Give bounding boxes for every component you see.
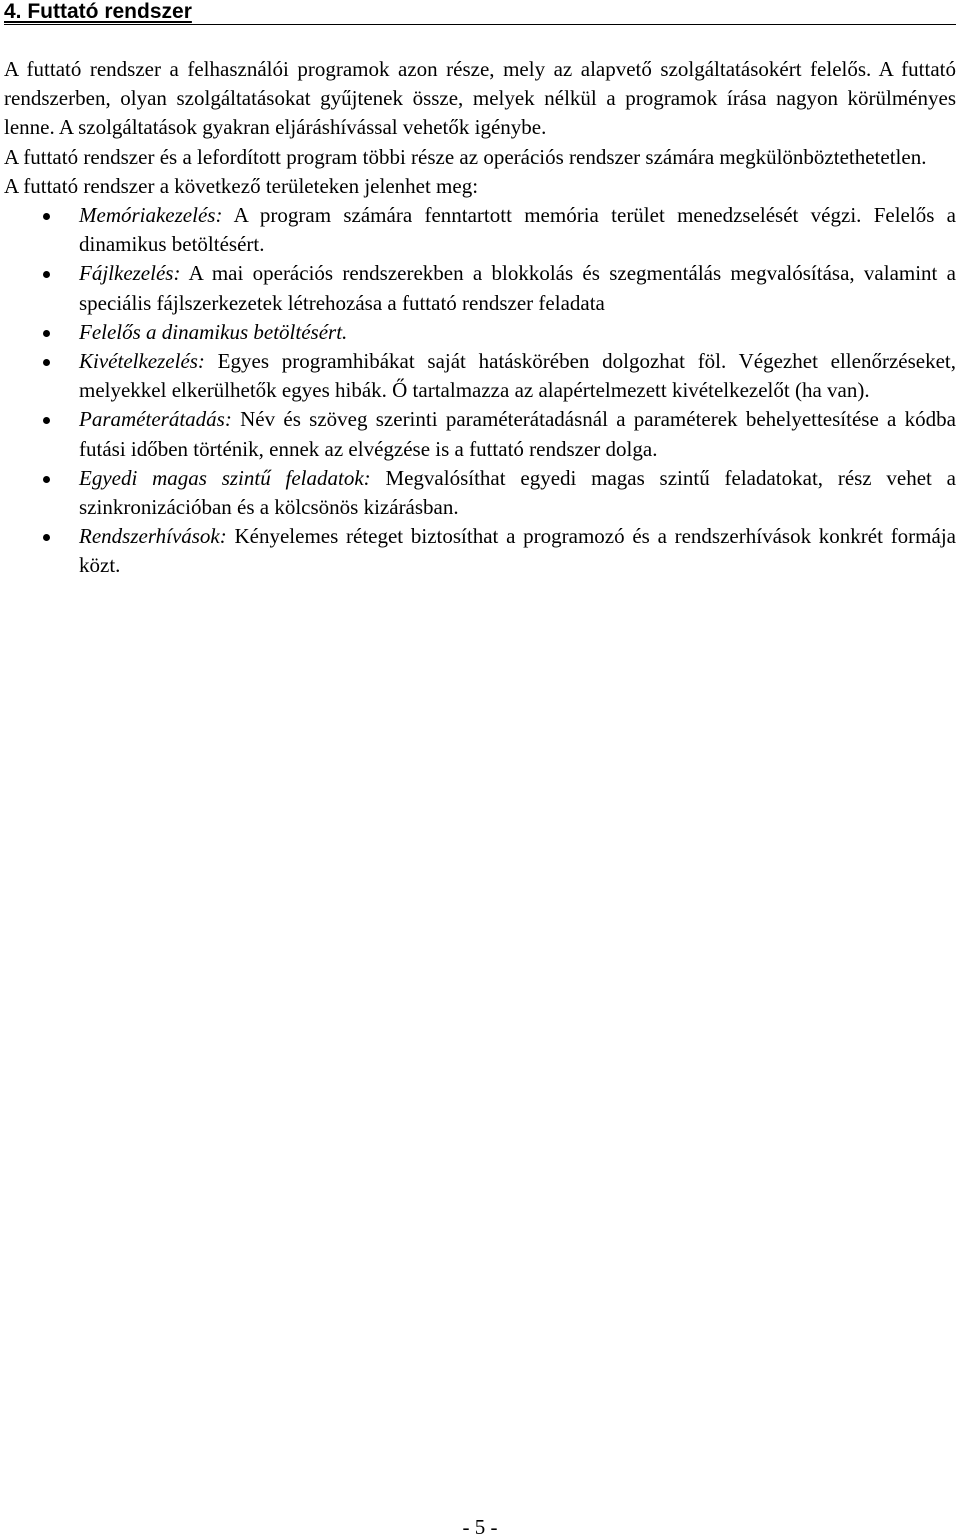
intro-paragraph: A futtató rendszer a felhasználói programok azon része, mely az alapvető szolgáltatásokért felelős. A futtató rendszerben, olyan szolgáltatásokat gyűjtenek össze, melyek nélkül a programok írása nagyon körülményes lenne. A szolgáltatások gyakran eljáráshívással vehetők igénybe. <box>4 57 956 140</box>
item-term: Egyedi magas szintű feladatok: <box>79 465 371 490</box>
page-number: - 5 - <box>462 1515 498 1539</box>
list-item-exception-handling <box>4 347 956 405</box>
bullet-icon <box>43 330 50 337</box>
item-text: A program számára fenntartott memória terület menedzselését végzi. Felelős a dinamikus betöltésért. <box>79 203 956 257</box>
list-item-parameter-passing <box>4 405 956 463</box>
item-term: Fájlkezelés: <box>79 261 181 286</box>
bullet-icon <box>43 359 50 366</box>
item-text: Megvalósíthat egyedi magas szintű feladatokat, rész vehet a szinkronizációban és a kölcsönös kizárásban. <box>79 465 956 520</box>
item-term: Paraméterátadás: <box>79 407 232 432</box>
areas-intro-paragraph: A futtató rendszer a következő területeken jelenhet meg: <box>4 173 479 198</box>
item-text: Egyes programhibákat saját hatáskörében dolgozhat föl. Végezhet ellenőrzéseket, melyekkel elkerülhetők egyes hibák. Ő tartalmazza az alapértelmezett kivételkezelőt (ha van). <box>79 349 956 403</box>
areas-list <box>4 201 956 581</box>
list-item-memory <box>4 201 956 259</box>
item-term: Kivételkezelés: <box>79 349 205 374</box>
item-text: Név és szöveg szerinti paraméterátadásnál a paraméterek behelyettesítése a kódba futási időben történik, ennek az elvégzése is a futtató rendszer dolga. <box>79 407 956 461</box>
list-item-file-handling <box>4 259 956 317</box>
item-text: Kényelemes réteget biztosíthat a programozó és a rendszerhívások konkrét formája közt. <box>79 524 956 578</box>
distinction-paragraph: A futtató rendszer és a lefordított program többi része az operációs rendszer számára megkülönböztethetetlen. <box>4 144 927 169</box>
bullet-icon <box>43 534 50 541</box>
list-item-high-level-tasks <box>4 464 956 522</box>
bullet-icon <box>43 271 50 278</box>
heading-rule <box>4 24 956 25</box>
bullet-icon <box>43 417 50 424</box>
list-item-dynamic-loading <box>4 318 956 347</box>
item-text: A mai operációs rendszerekben a blokkolás és szegmentálás megvalósítása, valamint a speciális fájlszerkezetek létrehozása a futtató rendszer feladata <box>79 261 956 315</box>
item-term: Memóriakezelés: <box>79 203 223 228</box>
item-term: Felelős a dinamikus betöltésért. <box>79 319 348 344</box>
bullet-icon <box>43 213 50 220</box>
bullet-icon <box>43 476 50 483</box>
section-heading: 4. Futtató rendszer <box>4 0 192 23</box>
list-item-system-calls <box>4 522 956 580</box>
item-term: Rendszerhívások: <box>79 524 227 549</box>
body-text <box>4 55 956 581</box>
